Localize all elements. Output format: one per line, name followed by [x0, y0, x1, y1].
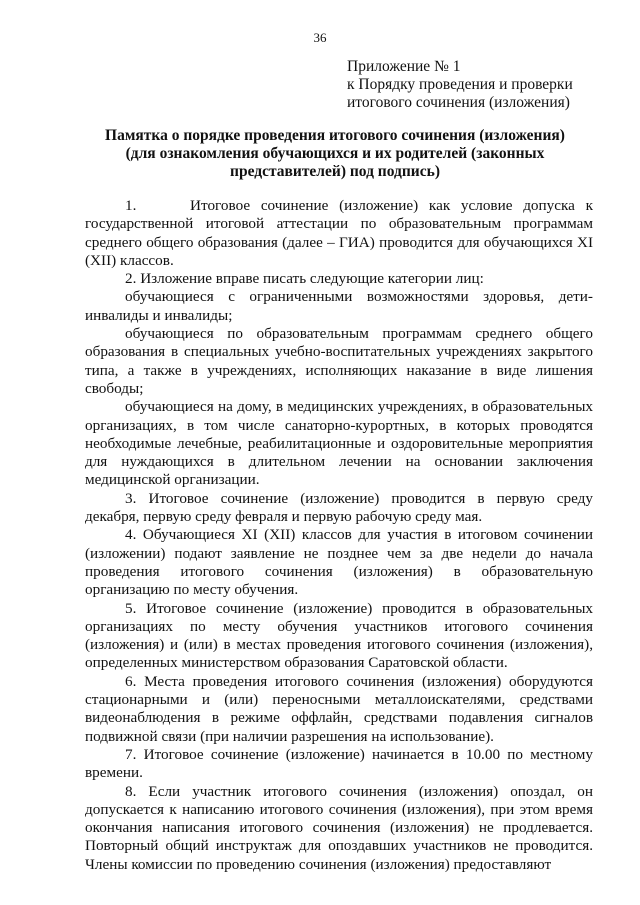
appendix-header [347, 58, 573, 112]
title-line-3: представителей) под подпись) [230, 163, 440, 180]
paragraph-2: 2. Изложение вправе писать следующие категории лиц: [125, 270, 484, 288]
paragraph-1: 1. Итоговое сочинение (изложение) как условие допуска к государственной итоговой аттестации по образовательным программам среднего общего образования (далее – ГИА) проводится для обучающихся XI (XII) классов. [85, 197, 593, 269]
paragraph-4: 4. Обучающиеся XI (XII) классов для участия в итоговом сочинении (изложении) подают заявление не позднее чем за две недели до начала проведения итогового сочинения (изложения) в образовательную организацию по месту обучения. [85, 526, 593, 599]
document-title [85, 127, 585, 181]
title-line-2: (для ознакомления обучающихся и их родителей (законных [125, 145, 545, 162]
page-number: 36 [313, 30, 327, 45]
paragraph-3: 3. Итоговое сочинение (изложение) проводится в первую среду декабря, первую среду февраля и первую рабочую среду мая. [85, 489, 593, 526]
title-line-1: Памятка о порядке проведения итогового сочинения (изложения) [105, 127, 565, 144]
paragraph-8: 8. Если участник итогового сочинения (изложения) опоздал, он допускается к написанию итогового сочинения (изложения), при этом время окончания написания итогового сочинения (изложения) не продлевается. Повторный общий инструктаж для опоздавших участников не проводится. Члены комиссии по проведению сочинения (изложения) предоставляют [85, 782, 593, 873]
paragraph-7: 7. Итоговое сочинение (изложение) начинается в 10.00 по местному времени. [85, 745, 593, 782]
appendix-line-2: к Порядку проведения и проверки [347, 76, 573, 93]
appendix-line-3: итогового сочинения (изложения) [347, 94, 570, 111]
paragraph-6: 6. Места проведения итогового сочинения (изложения) оборудуются стационарными и (или) переносными металлоискателями, средствами видеонаблюдения в режиме оффлайн, средствами подавления сигналов подвижной связи (при наличии разрешения на использование). [85, 672, 593, 745]
appendix-line-1: Приложение № 1 [347, 58, 461, 75]
paragraph-category-disabled: обучающиеся с ограниченными возможностями здоровья, дети-инвалиды и инвалиды; [85, 288, 593, 324]
paragraph-category-home-medical: обучающиеся на дому, в медицинских учреждениях, в образовательных организациях, в том числе санаторно-курортных, в которых проводятся необходимые лечебные, реабилитационные и оздоровительные мероприятия для нуждающихся в длительном лечении на основании заключения медицинской организации. [85, 398, 593, 489]
paragraph-category-closed-institutions: обучающиеся по образовательным программам среднего общего образования в специальных учебно-воспитательных учреждениях закрытого типа, а также в учреждениях, исполняющих наказание в виде лишения свободы; [85, 325, 593, 397]
paragraph-5: 5. Итоговое сочинение (изложение) проводится в образовательных организациях по месту обучения участников итогового сочинения (изложения) и (или) в местах проведения итогового сочинения (изложения), определенных министерством образования Саратовской области. [85, 599, 593, 672]
document-body [85, 197, 593, 874]
